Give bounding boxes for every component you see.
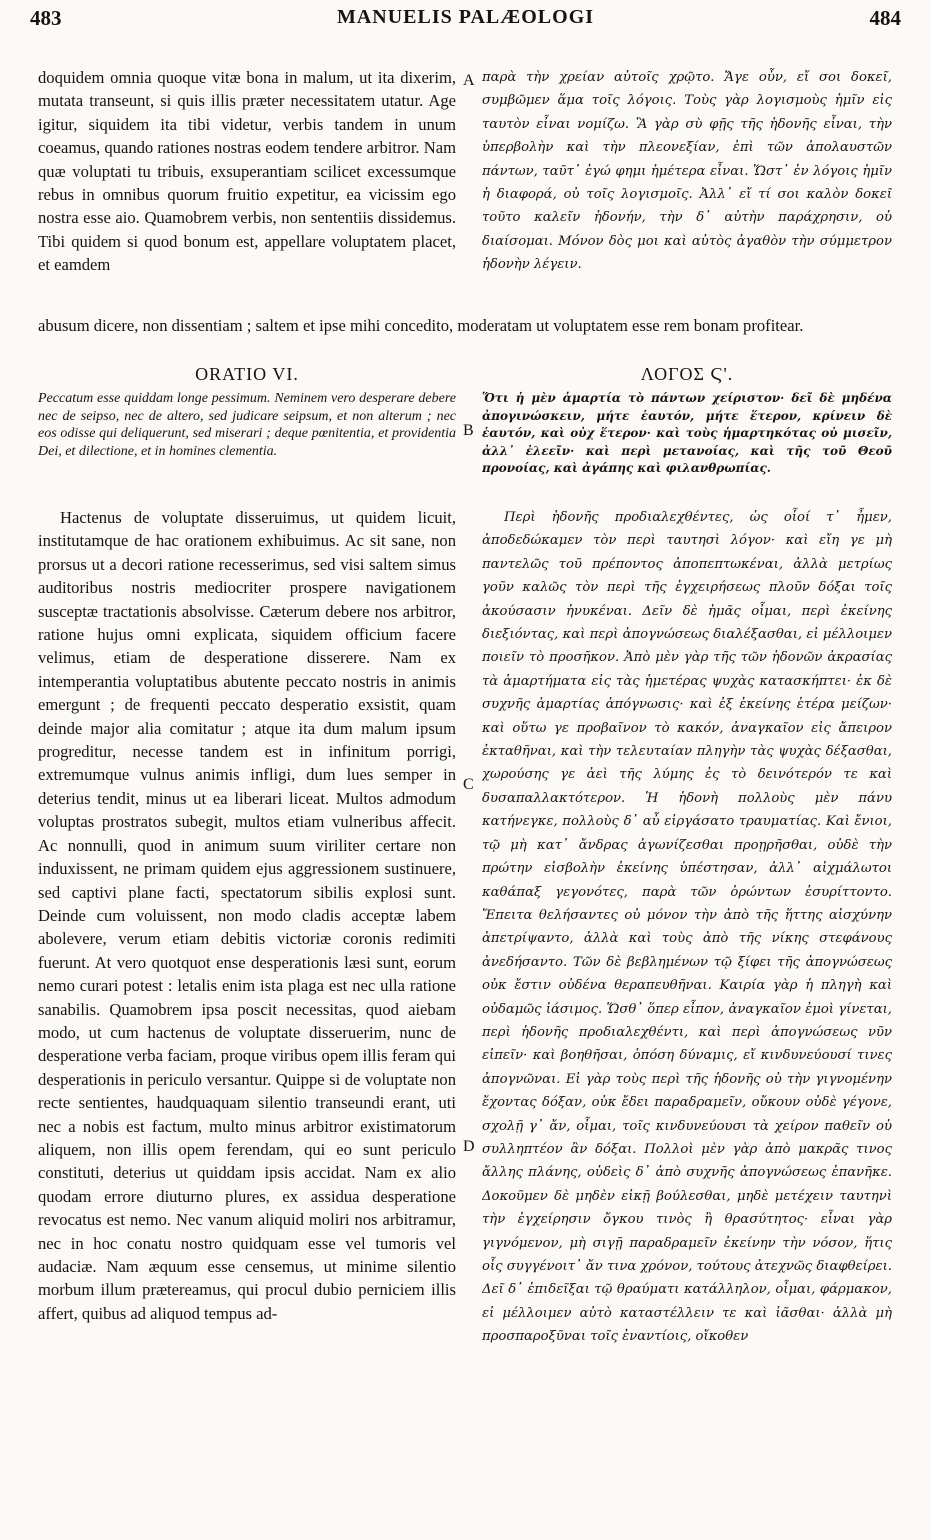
latin-continuation: abusum dicere, non dissentiam ; saltem et ipse mihi concedito, moderatam ut voluptatem esse rem bonam profitear.: [38, 316, 804, 335]
greek-body: Περὶ ἡδονῆς προδιαλεχθέντες, ὡς οἷοί τ᾽ ἦμεν, ἀποδεδώκαμεν τὸν περὶ ταυτησὶ λόγον· καὶ εἴη γε μὴ παντελῶς τοῦ πρέποντος ἀποπεπτωκέναι, ἀλλὰ μετρίως γοῦν καλῶς τὸν περὶ τῆς ἐγχειρήσεως πλοῦν δόξαι τοῖς ἀκούσασιν ἠνυκέναι. Δεῖν δὲ ἡμᾶς οἶμαι, περὶ ἐκείνης διεξιόντας, καὶ περὶ ἀπογνώσεως διαλέξασθαι, εἰ μέλλοιμεν ποιεῖν τὸ προσῆκον. Ἀπὸ μὲν γὰρ τῆς τῶν ἡδονῶν ἀκρασίας τὰ ἁμαρτήματα εἰς τὰς ἡμετέρας ψυχὰς κατασκήπτει· ἐκ δὲ συχνῆς ἁμαρτίας ἀπόγνωσις· καὶ ἐξ ἐκείνης ἑτέρα μείζων· καὶ οὕτω γε προβαῖνον τὸ κακόν, ἀναγκαῖον εἰς ἄπειρον ἐκταθῆναι, καὶ τὴν τελευταίαν πληγὴν τὰς ψυχὰς δέξασθαι, χωρούσης γε ἀεὶ τῆς λύμης ἐς τὸ δεινότερόν τε καὶ δυσαπαλλακτότερον. Ἡ ἡδονὴ πολλοὺς μὲν πάνυ κατήνεγκε, πολλοὺς δ᾽ αὖ εἰργάσατο τραυματίας. Καὶ ἔνιοι, τῷ μὴ κατ᾽ ἄνδρας ἀγωνίζεσθαι προῃρῆσθαι, οὐδὲ τὴν πρώτην εἰσβολὴν ἐκείνης ὑπέστησαν, ἀλλ᾽ αἰχμάλωτοι καθάπαξ γεγονότες, παρὰ τῶν ὁρώντων ἐσυρίττοντο. Ἔπειτα θελήσαντες οὐ μόνον τὴν ἀπὸ τῆς ἥττης αἰσχύνην ἀπετρίψαντο, ἀλλὰ καὶ τοὺς ἀπὸ τῆς νίκης στεφάνους ἀνεδήσαντο. Τῶν δὲ βεβλημένων τῷ ξίφει τῆς ἀπογνώσεως οὐκ ἔστιν οὐδένα θεραπευθῆναι. Καιρία γὰρ ἡ πληγὴ καὶ οὐδαμῶς ἰάσιμος. Ὥσθ᾽ ὅπερ εἶπον, ἀναγκαῖον ἐμοὶ γίνεται, περὶ ἡδονῆς προδιαλεχθέντι, καὶ περὶ ἀπογνώσεως νῦν εἰπεῖν· καὶ βοηθῆσαι, ὁπόση δύναμις, εἴ κινδυνεύουσί τινες ἀπογνῶναι. Εἰ γὰρ τοὺς περὶ τῆς ἡδονῆς οὐ τὴν γιγνομένην ἔχοντας δόξαν, οὐκ ἔδει παραδραμεῖν, οὔκουν οὐδὲ γέγονε, σχολῇ γ᾽ ἄν, οἶμαι, τοῖς κινδυνεύουσι τὰ χείρον παθεῖν οὐ συλληπτέον ἂν δόξαι. Πολλοὶ μὲν γὰρ ἀπὸ μακρᾶς τινος ἄλλης πλάνης, οὐδεὶς δ᾽ ἀπὸ συχνῆς ἀπογνώσεως ἐπανῆκε. Δοκοῦμεν δὲ μηδὲν εἰκῇ βούλεσθαι, μηδὲ μετέχειν ταυτηνὶ τὴν ἐγχείρησιν ὄγκου τινὸς ἢ θρασύτητος· εἶναι γὰρ γιγνόμενον, μὴ σιγῇ παραδραμεῖν ἐκείνην τὴν νόσον, ἥτις οἷς συγγένοιτ᾽ ἄν τινα χρόνον, τούτους ἀτεχνῶς διαφθείρει. Δεῖ δ᾽ ἐπιδεῖξαι τῷ θραύματι κατάλληλον, οἶμαι, φάρμακον, εἰ μέλλοιμεν αὐτὸ καταστέλλειν τε καὶ ἰᾶσθαι· ἀλλὰ μὴ προσπαροξῦναι τοῖς ἐναντίοις, οἴκοθεν: [482, 510, 892, 1345]
running-title: MANUELIS PALÆOLOGI: [336, 6, 595, 28]
margin-marker-a: A: [463, 72, 475, 89]
latin-text-top: doquidem omnia quoque vitæ bona in malum, ut ita dixerim, mutata transeunt, si quis illis præter necessitatem utatur. Age igitur, siquidem ita tibi videtur, verbis tandem in unum coeamus, quando rationes nostras eodem tendere arbitror. Nam quæ voluptati tu tribuis, exsuperantiam scilicet excessumque rebus in omnibus quorum fruitio expetitur, ea vicissim ego nostra esse aio. Quamobrem verbis, non sententiis dissidemus. Tibi quidem si quod bonum est, appellare voluptatem placet, et eamdem: [38, 68, 456, 275]
oratio-title-latin: ORATIO VI.: [195, 364, 299, 384]
oratio-summary-greek: Ὅτι ἡ μὲν ἁμαρτία τὸ πάντων χείριστον· δεῖ δὲ μηδένα ἀπογινώσκειν, μήτε ἑαυτόν, μήτε ἕτερον, κρίνειν δὲ ἑαυτόν, καὶ οὐχ ἕτερον· καὶ τοὺς ἡμαρτηκότας οὐ μισεῖν, ἀλλ᾽ ἐλεεῖν· καὶ περὶ μετανοίας, καὶ τῆς τοῦ Θεοῦ προνοίας, καὶ ἀγάπης καὶ φιλανθρωπίας.: [482, 391, 892, 475]
greek-text-top: παρὰ τὴν χρείαν αὐτοῖς χρῷτο. Ἄγε οὖν, εἴ σοι δοκεῖ, συμβῶμεν ἅμα τοῖς λόγοις. Τοὺς γὰρ λογισμοὺς ἡμῖν εἰς ταυτὸν εἶναι νομίζω. Ἃ γὰρ σὺ φῇς τῆς ἡδονῆς εἶναι, τὴν ὑπερβολὴν καὶ τὴν πλεονεξίαν, ἐπὶ τῶν ἀπολαυστῶν πάντων, ταῦτ᾽ ἐγώ φημι ἡμέτερα εἶναι. Ὥστ᾽ ἐν λόγοις ἡμῖν ἡ διαφορά, οὐ τοῖς λογισμοῖς. Ἀλλ᾽ εἴ τί σοι καλὸν δοκεῖ τοῦτο καλεῖν ἡδονήν, τὴν δ᾽ αὐτὴν παράχρησιν, οὐ διαίσομαι. Μόνον δὸς μοι καὶ αὐτὸς ἀγαθὸν τὴν σύμμετρον ἡδονὴν λέγειν.: [482, 70, 892, 273]
oratio-title-greek: ΛΟΓΟΣ Ϛ'.: [640, 364, 734, 384]
oratio-summary-latin: Peccatum esse quiddam longe pessimum. Neminem vero desperare debere nec de seipso, nec de altero, sed judicare seipsum, et non alterum ; nec eos odisse qui deliquerunt, sed miserari ; deque pœnitentia, et providentia Dei, et dilectione, et in homines clementia.: [38, 391, 456, 459]
page-header: [22, 6, 909, 40]
margin-marker-c: C: [463, 776, 474, 793]
latin-body: Hactenus de voluptate disseruimus, ut quidem licuit, institutamque de hac orationem exhibuimus. Ac sit sane, non prorsus ut a decori ratione recesserimus, sed visi saltem simus auditoribus nostris mediocriter prospere navigationem susceptæ tractationis absolvisse. Cæterum debere nos arbitror, ratione hujus omni explicata, siquidem officium facere velimus, etiam de desperatione disserere. Nam ex intemperantia voluptatibus abutente peccato nostris in animis emergunt ; de frequenti peccato desperatio exsistit, quam deinde major alia comitatur ; atque ita dum malum ipsum progreditur, necesse tandem est in infinitum porrigi, extremumque vulnus animis infligi, dum lues semper in deterius tendit, minus ut ea liberari liceat. Multos admodum voluptas prostratos subegit, multos etiam vulneribus affecit. Ac nonnulli, quod in animum suum viriliter certare non induxissent, ne primam quidem ejus aggressionem sustinuere, sed captivi plane facti, spectatorum sibilis explosi sunt. Deinde cum voluissent, non modo cladis acceptæ labem abolevere, verum etiam debitis victoriæ coronis redimiti fuerunt. At vero quotquot ense desperationis læsi sunt, eorum nemo curari potest : letalis enim ista plaga est nec ulla ratione sanabilis. Quamobrem ipsa poscit necessitas, quod aiebam modo, ut cum hactenus de voluptate disseruerim, nunc de desperatione verba faciam, proque viribus opem illis feram qui desperationis in periculo versantur. Quippe si de voluptate non recte sentientes, haudquaquam silentio transeundi erant, uti nec a nobis est factum, multo minus arbitror existimatorum aliquem, non illis opem ferendam, qui eo sunt periculo constituti, deterius ut quiddam ipsis accidat. Nam ex alio quodam errore diuturno plures, ex assidua desperatione revocatus est nemo. Nec vanum aliquid moliri nos arbitramur, nec in hoc conatu nostro quidquam esse vel tumoris vel audaciæ. Nam æquum esse censemus, ut minime silentio morbum illum prætereamus, qui procul dubio perniciem illis affert, quibus ad aliquod tempus ad-: [38, 508, 456, 1323]
page-number-left: 483: [30, 6, 62, 30]
margin-marker-d: D: [463, 1138, 475, 1155]
page-number-right: 484: [869, 6, 901, 30]
margin-marker-b: B: [463, 422, 474, 439]
